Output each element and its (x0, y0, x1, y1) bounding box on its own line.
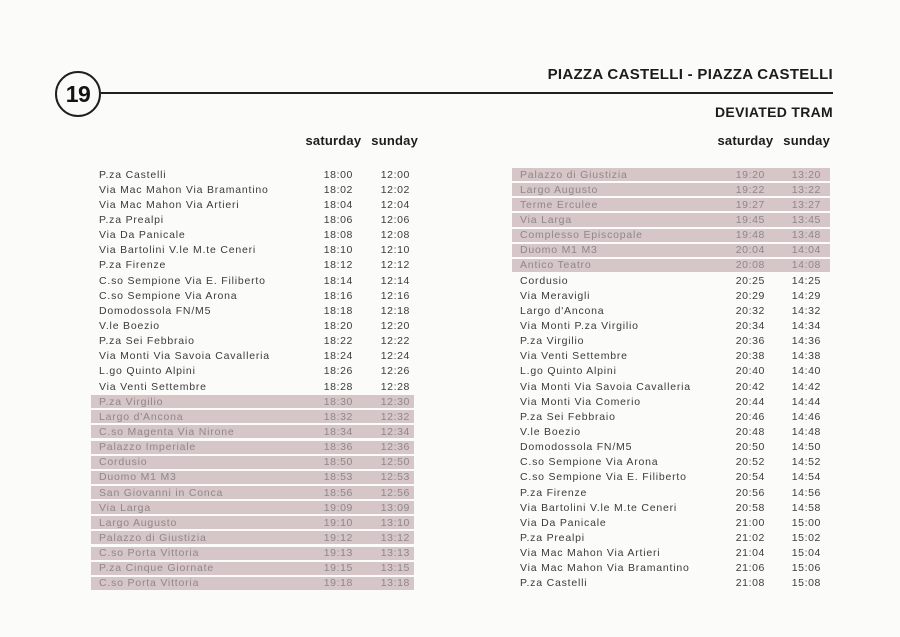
timetable-row-highlighted (91, 562, 414, 575)
saturday-time: 18:50 (323, 456, 353, 469)
saturday-time: 18:24 (323, 350, 353, 363)
timetable-row-plain (512, 425, 830, 438)
sunday-time: 12:53 (380, 471, 410, 484)
saturday-time: 20:58 (735, 501, 765, 514)
timetable-row (512, 288, 830, 303)
timetable-row-plain (512, 501, 830, 514)
timetable-row (91, 167, 414, 182)
saturday-time: 19:18 (323, 577, 353, 590)
stop-name: Via Mac Mahon Via Artieri (99, 198, 240, 211)
sunday-time: 12:00 (380, 168, 410, 181)
stop-name: Via Venti Settembre (99, 380, 207, 393)
timetable-row (91, 576, 414, 591)
timetable-row-plain (512, 319, 830, 332)
timetable-row (512, 167, 830, 182)
timetable-row (512, 500, 830, 515)
stop-name: C.so Sempione Via E. Filiberto (99, 274, 266, 287)
timetable-row (512, 409, 830, 424)
saturday-time: 18:30 (323, 395, 353, 408)
timetable-row (91, 515, 414, 530)
saturday-time: 20:56 (735, 486, 765, 499)
sunday-time: 12:12 (380, 259, 410, 272)
stop-name: Via Monti Via Savoia Cavalleria (99, 350, 270, 363)
saturday-time: 18:02 (323, 183, 353, 196)
stop-name: Duomo M1 M3 (99, 471, 177, 484)
stop-name: P.za Virgilio (520, 335, 585, 348)
stop-name: Largo Augusto (99, 516, 178, 529)
timetable-row-plain (91, 289, 414, 302)
timetable-row (91, 424, 414, 439)
sunday-time: 14:04 (791, 244, 821, 257)
stop-name: Largo Augusto (520, 183, 599, 196)
timetable-row (512, 243, 830, 258)
sunday-time: 14:44 (791, 395, 821, 408)
timetable-row-highlighted (512, 198, 830, 211)
timetable-row (91, 394, 414, 409)
sunday-time: 12:16 (380, 289, 410, 302)
timetable-row-highlighted (512, 183, 830, 196)
sunday-time: 14:08 (791, 259, 821, 272)
timetable-row-plain (512, 516, 830, 529)
timetable-row (91, 228, 414, 243)
sunday-time: 12:04 (380, 198, 410, 211)
stop-name: Via Monti Via Comerio (520, 395, 641, 408)
saturday-time: 20:54 (735, 471, 765, 484)
stop-name: Terme Erculee (520, 198, 599, 211)
timetable-row (91, 364, 414, 379)
sunday-time: 13:20 (791, 168, 821, 181)
stop-name: Via Bartolini V.le M.te Ceneri (520, 501, 678, 514)
stop-name: C.so Sempione Via Arona (99, 289, 238, 302)
timetable-row (91, 440, 414, 455)
saturday-time: 18:36 (323, 441, 353, 454)
stop-name: P.za Firenze (520, 486, 588, 499)
saturday-time: 18:26 (323, 365, 353, 378)
saturday-time: 20:44 (735, 395, 765, 408)
saturday-time: 20:34 (735, 319, 765, 332)
saturday-time: 19:22 (735, 183, 765, 196)
stop-name: Domodossola FN/M5 (520, 441, 633, 454)
sunday-time: 12:02 (380, 183, 410, 196)
saturday-time: 20:46 (735, 410, 765, 423)
timetable-row-plain (512, 562, 830, 575)
timetable-return (512, 167, 830, 591)
stop-name: C.so Sempione Via E. Filiberto (520, 471, 687, 484)
stop-name: P.za Virgilio (99, 395, 164, 408)
page-subtitle: DEVIATED TRAM (715, 104, 833, 120)
timetable-outbound (91, 167, 414, 591)
stop-name: L.go Quinto Alpini (99, 365, 196, 378)
stop-name: P.za Sei Febbraio (99, 335, 195, 348)
saturday-time: 18:32 (323, 410, 353, 423)
stop-name: Cordusio (99, 456, 148, 469)
timetable-row-plain (512, 441, 830, 454)
saturday-time: 19:20 (735, 168, 765, 181)
sunday-time: 14:38 (791, 350, 821, 363)
timetable-row-plain (91, 304, 414, 317)
timetable-row-plain (512, 274, 830, 287)
sunday-time: 13:18 (380, 577, 410, 590)
saturday-time: 18:18 (323, 304, 353, 317)
saturday-time: 19:13 (323, 547, 353, 560)
saturday-time: 18:22 (323, 335, 353, 348)
stop-name: V.le Boezio (520, 425, 581, 438)
timetable-row (91, 334, 414, 349)
sunday-time: 14:29 (791, 289, 821, 302)
sunday-time: 14:50 (791, 441, 821, 454)
saturday-label: saturday (717, 133, 774, 148)
sunday-time: 12:08 (380, 229, 410, 242)
timetable-row (512, 334, 830, 349)
timetable-row (91, 303, 414, 318)
stop-name: P.za Cinque Giornate (99, 562, 215, 575)
timetable-row (91, 273, 414, 288)
timetable-row-plain (91, 365, 414, 378)
stop-name: C.so Porta Vittoria (99, 577, 200, 590)
stop-name: L.go Quinto Alpini (520, 365, 617, 378)
saturday-time: 21:08 (735, 577, 765, 590)
saturday-label: saturday (305, 133, 362, 148)
timetable-row (512, 379, 830, 394)
timetable-row-plain (512, 410, 830, 423)
timetable-row-highlighted (91, 486, 414, 499)
saturday-time: 20:48 (735, 425, 765, 438)
sunday-time: 14:32 (791, 304, 821, 317)
sunday-time: 12:50 (380, 456, 410, 469)
stop-name: Via Mac Mahon Via Artieri (520, 547, 661, 560)
stop-name: San Giovanni in Conca (99, 486, 224, 499)
stop-name: P.za Castelli (520, 577, 588, 590)
saturday-time: 18:28 (323, 380, 353, 393)
timetable-row-highlighted (91, 547, 414, 560)
saturday-time: 20:42 (735, 380, 765, 393)
timetable-row-plain (512, 380, 830, 393)
sunday-time: 14:46 (791, 410, 821, 423)
sunday-time: 14:56 (791, 486, 821, 499)
timetable-row-plain (512, 365, 830, 378)
stop-name: P.za Sei Febbraio (520, 410, 616, 423)
timetable-row (91, 243, 414, 258)
timetable-row-plain (91, 259, 414, 272)
stop-name: Largo d'Ancona (99, 410, 184, 423)
sunday-time: 13:12 (380, 531, 410, 544)
stop-name: C.so Porta Vittoria (99, 547, 200, 560)
timetable-row-plain (91, 198, 414, 211)
timetable-row (91, 455, 414, 470)
timetable-row (512, 349, 830, 364)
stop-name: Via Monti P.za Virgilio (520, 319, 639, 332)
saturday-time: 19:27 (735, 198, 765, 211)
stop-name: Via Larga (520, 213, 572, 226)
timetable-row (512, 515, 830, 530)
saturday-time: 20:04 (735, 244, 765, 257)
sunday-time: 14:54 (791, 471, 821, 484)
timetable-row (512, 182, 830, 197)
saturday-time: 18:00 (323, 168, 353, 181)
saturday-time: 19:09 (323, 501, 353, 514)
stop-name: Via Venti Settembre (520, 350, 628, 363)
sunday-time: 12:34 (380, 425, 410, 438)
sunday-time: 15:08 (791, 577, 821, 590)
sunday-time: 14:58 (791, 501, 821, 514)
timetable-row (512, 440, 830, 455)
stop-name: C.so Sempione Via Arona (520, 456, 659, 469)
sunday-time: 15:02 (791, 531, 821, 544)
stop-name: Via Bartolini V.le M.te Ceneri (99, 244, 257, 257)
timetable-row (512, 576, 830, 591)
timetable-row (512, 455, 830, 470)
timetable-row (91, 212, 414, 227)
timetable-row-plain (91, 168, 414, 181)
timetable-row-plain (91, 244, 414, 257)
timetable-row (512, 258, 830, 273)
saturday-time: 20:38 (735, 350, 765, 363)
sunday-time: 12:10 (380, 244, 410, 257)
timetable-row (512, 561, 830, 576)
header-rule (101, 92, 833, 94)
timetable-row-plain (512, 395, 830, 408)
sunday-time: 13:09 (380, 501, 410, 514)
saturday-time: 20:52 (735, 456, 765, 469)
stop-name: P.za Firenze (99, 259, 167, 272)
timetable-row (91, 546, 414, 561)
saturday-time: 20:29 (735, 289, 765, 302)
timetable-row-plain (512, 471, 830, 484)
stop-name: V.le Boezio (99, 319, 160, 332)
sunday-time: 13:10 (380, 516, 410, 529)
timetable-row-highlighted (91, 456, 414, 469)
sunday-time: 12:06 (380, 213, 410, 226)
stop-name: P.za Prealpi (520, 531, 585, 544)
timetable-row-plain (512, 289, 830, 302)
stop-name: Via Larga (99, 501, 151, 514)
timetable-row-plain (91, 319, 414, 332)
sunday-time: 12:56 (380, 486, 410, 499)
saturday-time: 18:53 (323, 471, 353, 484)
timetable-row-highlighted (91, 410, 414, 423)
saturday-time: 18:04 (323, 198, 353, 211)
sunday-label: sunday (371, 133, 418, 148)
sunday-time: 12:36 (380, 441, 410, 454)
sunday-time: 12:18 (380, 304, 410, 317)
saturday-time: 20:25 (735, 274, 765, 287)
timetable-row (512, 197, 830, 212)
timetable-row-highlighted (91, 425, 414, 438)
timetable-row (512, 485, 830, 500)
saturday-time: 18:08 (323, 229, 353, 242)
route-number: 19 (65, 80, 91, 107)
timetable-row-plain (91, 229, 414, 242)
saturday-time: 20:40 (735, 365, 765, 378)
sunday-time: 15:00 (791, 516, 821, 529)
timetable-row-plain (91, 183, 414, 196)
stop-name: Palazzo di Giustizia (520, 168, 628, 181)
timetable-row-plain (91, 350, 414, 363)
stop-name: Palazzo Imperiale (99, 441, 197, 454)
timetable-row-plain (512, 486, 830, 499)
saturday-time: 20:32 (735, 304, 765, 317)
timetable-row (91, 349, 414, 364)
timetable-row (91, 197, 414, 212)
timetable-row-plain (91, 335, 414, 348)
timetable-row-highlighted (91, 516, 414, 529)
saturday-time: 18:16 (323, 289, 353, 302)
day-header-right (512, 133, 830, 148)
timetable-row-highlighted (91, 395, 414, 408)
timetable-row-highlighted (512, 259, 830, 272)
stop-name: Via Monti Via Savoia Cavalleria (520, 380, 691, 393)
sunday-time: 14:34 (791, 319, 821, 332)
timetable-row-plain (91, 213, 414, 226)
stop-name: Via Mac Mahon Via Bramantino (99, 183, 269, 196)
sunday-time: 14:48 (791, 425, 821, 438)
sunday-time: 14:52 (791, 456, 821, 469)
timetable-row-plain (91, 274, 414, 287)
timetable-row (91, 182, 414, 197)
saturday-time: 21:00 (735, 516, 765, 529)
saturday-time: 19:48 (735, 229, 765, 242)
saturday-time: 20:50 (735, 441, 765, 454)
timetable-row (91, 485, 414, 500)
sunday-label: sunday (783, 133, 830, 148)
timetable-row-highlighted (91, 501, 414, 514)
timetable-row-highlighted (512, 168, 830, 181)
saturday-time: 19:10 (323, 516, 353, 529)
timetable-row-highlighted (91, 531, 414, 544)
timetable-row-highlighted (512, 244, 830, 257)
sunday-time: 12:28 (380, 380, 410, 393)
sunday-time: 13:48 (791, 229, 821, 242)
timetable-row-plain (512, 531, 830, 544)
day-header-left (91, 133, 418, 148)
timetable-row (91, 379, 414, 394)
saturday-time: 18:56 (323, 486, 353, 499)
stop-name: Cordusio (520, 274, 569, 287)
sunday-time: 15:06 (791, 562, 821, 575)
timetable-row (91, 530, 414, 545)
timetable-row-highlighted (512, 229, 830, 242)
sunday-time: 14:40 (791, 365, 821, 378)
timetable-row (512, 394, 830, 409)
stop-name: Domodossola FN/M5 (99, 304, 212, 317)
timetable-row (512, 318, 830, 333)
timetable-row-highlighted (91, 441, 414, 454)
sunday-time: 12:32 (380, 410, 410, 423)
sunday-time: 12:14 (380, 274, 410, 287)
stop-name: Via Da Panicale (520, 516, 607, 529)
timetable-row (512, 212, 830, 227)
stop-name: Via Mac Mahon Via Bramantino (520, 562, 690, 575)
saturday-time: 21:06 (735, 562, 765, 575)
timetable-row (512, 424, 830, 439)
sunday-time: 12:22 (380, 335, 410, 348)
sunday-time: 14:36 (791, 335, 821, 348)
timetable-row-highlighted (512, 213, 830, 226)
timetable-row-plain (512, 577, 830, 590)
stop-name: Antico Teatro (520, 259, 592, 272)
saturday-time: 21:02 (735, 531, 765, 544)
saturday-time: 19:45 (735, 213, 765, 226)
timetable-row (91, 288, 414, 303)
timetable-row (512, 546, 830, 561)
stop-name: P.za Prealpi (99, 213, 164, 226)
saturday-time: 20:08 (735, 259, 765, 272)
timetable-row (512, 530, 830, 545)
stop-name: Via Da Panicale (99, 229, 186, 242)
timetable-row (512, 303, 830, 318)
timetable-row-plain (512, 335, 830, 348)
saturday-time: 18:10 (323, 244, 353, 257)
stop-name: Duomo M1 M3 (520, 244, 598, 257)
timetable-row (512, 364, 830, 379)
timetable-row-highlighted (91, 471, 414, 484)
sunday-time: 13:22 (791, 183, 821, 196)
stop-name: P.za Castelli (99, 168, 167, 181)
timetable-row-plain (512, 304, 830, 317)
timetable-row-plain (512, 456, 830, 469)
sunday-time: 12:20 (380, 319, 410, 332)
sunday-time: 13:13 (380, 547, 410, 560)
sunday-time: 15:04 (791, 547, 821, 560)
saturday-time: 18:12 (323, 259, 353, 272)
sunday-time: 12:26 (380, 365, 410, 378)
page-title: PIAZZA CASTELLI - PIAZZA CASTELLI (547, 66, 833, 83)
timetable-row-highlighted (91, 577, 414, 590)
timetable-row-plain (512, 547, 830, 560)
stop-name: Complesso Episcopale (520, 229, 643, 242)
saturday-time: 21:04 (735, 547, 765, 560)
stop-name: Palazzo di Giustizia (99, 531, 207, 544)
saturday-time: 18:34 (323, 425, 353, 438)
sunday-time: 13:45 (791, 213, 821, 226)
timetable-row (512, 228, 830, 243)
sunday-time: 13:15 (380, 562, 410, 575)
saturday-time: 18:14 (323, 274, 353, 287)
saturday-time: 19:15 (323, 562, 353, 575)
sunday-time: 12:30 (380, 395, 410, 408)
timetable-row (512, 470, 830, 485)
timetable-row (91, 409, 414, 424)
timetable-row-plain (512, 350, 830, 363)
route-number-badge (55, 71, 101, 117)
timetable-row (91, 561, 414, 576)
sunday-time: 13:27 (791, 198, 821, 211)
sunday-time: 14:25 (791, 274, 821, 287)
stop-name: Via Meravigli (520, 289, 591, 302)
saturday-time: 18:20 (323, 319, 353, 332)
stop-name: Largo d'Ancona (520, 304, 605, 317)
timetable-row-plain (91, 380, 414, 393)
sunday-time: 12:24 (380, 350, 410, 363)
timetable-row (91, 470, 414, 485)
timetable-row (91, 258, 414, 273)
sunday-time: 14:42 (791, 380, 821, 393)
saturday-time: 20:36 (735, 335, 765, 348)
saturday-time: 18:06 (323, 213, 353, 226)
timetable-row (91, 318, 414, 333)
timetable-row (91, 500, 414, 515)
timetable-row (512, 273, 830, 288)
saturday-time: 19:12 (323, 531, 353, 544)
stop-name: C.so Magenta Via Nirone (99, 425, 235, 438)
